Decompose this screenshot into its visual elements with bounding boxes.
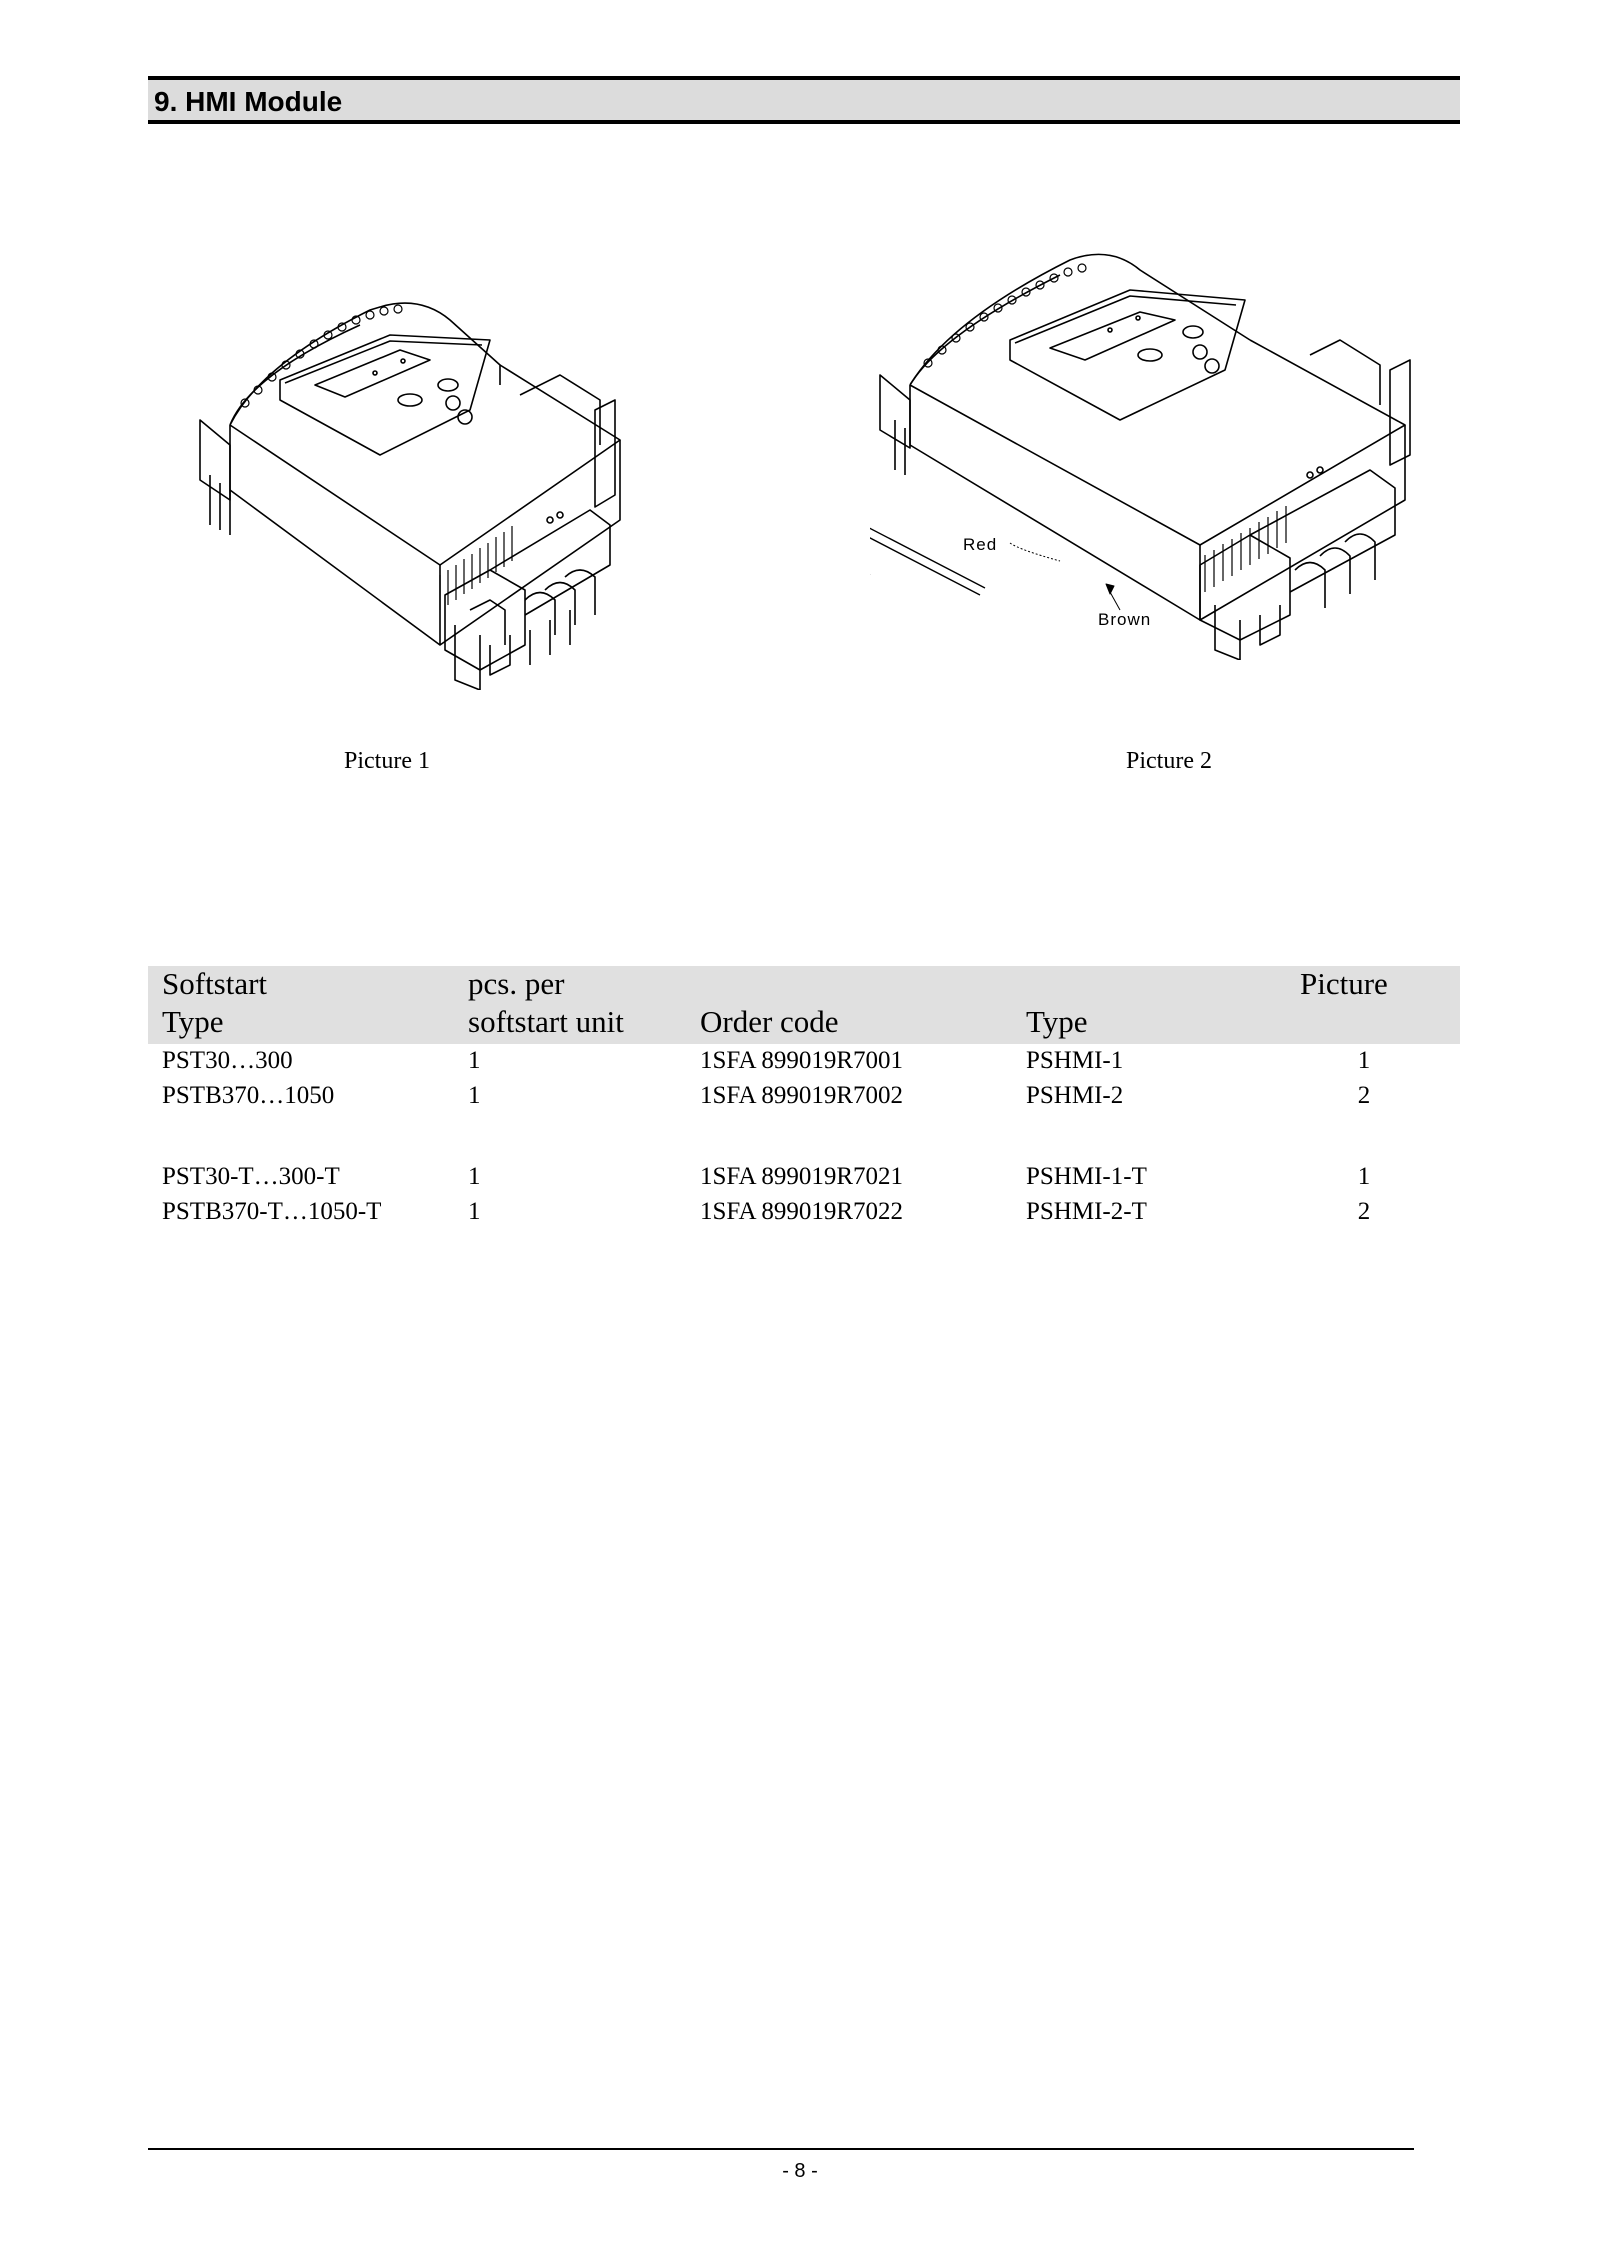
- cell-pcs: 1: [468, 1198, 481, 1225]
- header-picture: Picture: [1300, 966, 1388, 1001]
- table-row: [148, 1044, 1460, 1079]
- cell-order-code: 1SFA 899019R7021: [700, 1163, 904, 1190]
- cell-type: PSHMI-2: [1026, 1082, 1124, 1109]
- table-row: [148, 1160, 1460, 1195]
- section-header: [148, 76, 1460, 124]
- footer-divider: [148, 2148, 1414, 2150]
- table-header: [148, 966, 1460, 1044]
- hmi-module-table: [148, 966, 1460, 1230]
- cell-picture: 1: [1357, 1163, 1371, 1190]
- row-group-spacer: [148, 1114, 1460, 1160]
- cell-softstart-type: PST30-T…300-T: [162, 1163, 340, 1190]
- header-type: Type: [1026, 1004, 1088, 1039]
- softstarter-hmi-drawing-large: [870, 220, 1450, 660]
- cell-order-code: 1SFA 899019R7002: [700, 1082, 904, 1109]
- figure-caption-1: Picture 1: [344, 748, 430, 774]
- cell-pcs: 1: [468, 1047, 481, 1074]
- header-order-code: Order code: [700, 1004, 839, 1039]
- callout-brown-wire: Brown: [1098, 610, 1152, 629]
- cell-softstart-type: PST30…300: [162, 1047, 293, 1074]
- cell-picture: 1: [1357, 1047, 1371, 1074]
- cell-pcs: 1: [468, 1163, 481, 1190]
- table-row: [148, 1079, 1460, 1114]
- header-pcs-per: pcs. per: [468, 966, 565, 1001]
- header-softstart: Softstart: [162, 966, 268, 1001]
- cell-picture: 2: [1357, 1082, 1371, 1109]
- section-title: 9. HMI Module: [154, 86, 343, 117]
- header-softstart-unit: softstart unit: [468, 1004, 624, 1039]
- page-number: - 8 -: [782, 2160, 818, 2182]
- table-row: [148, 1195, 1460, 1230]
- callout-red-wire: Red: [963, 535, 998, 554]
- figure-caption-2: Picture 2: [1126, 748, 1212, 774]
- cell-order-code: 1SFA 899019R7001: [700, 1047, 904, 1074]
- cell-softstart-type: PSTB370-T…1050-T: [162, 1198, 382, 1225]
- cell-type: PSHMI-1: [1026, 1047, 1124, 1074]
- figure-picture-1: [190, 225, 750, 690]
- cell-type: PSHMI-2-T: [1026, 1198, 1147, 1225]
- cell-order-code: 1SFA 899019R7022: [700, 1198, 904, 1225]
- cell-type: PSHMI-1-T: [1026, 1163, 1147, 1190]
- figure-picture-2: [870, 220, 1450, 660]
- cell-pcs: 1: [468, 1082, 481, 1109]
- header-softstart-type: Type: [162, 1004, 224, 1039]
- cell-softstart-type: PSTB370…1050: [162, 1082, 335, 1109]
- cell-picture: 2: [1357, 1198, 1371, 1225]
- softstarter-hmi-drawing: [190, 225, 750, 690]
